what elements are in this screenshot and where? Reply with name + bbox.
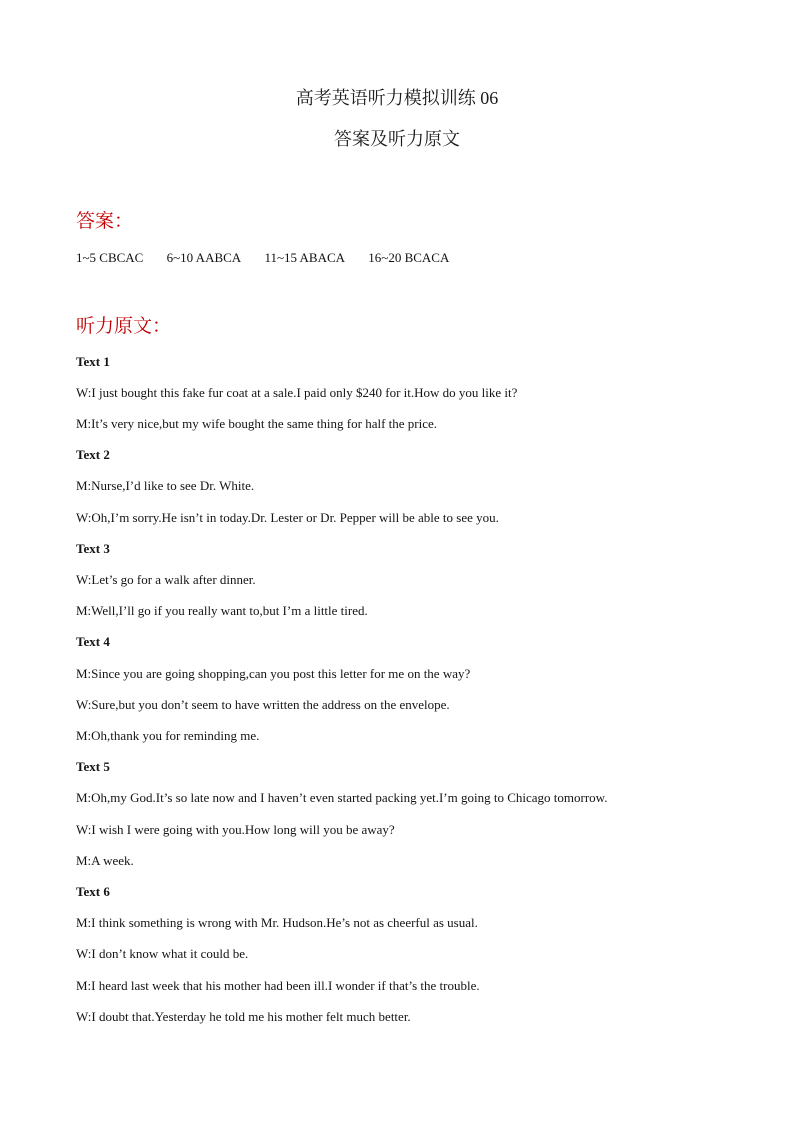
text-label: Text 5 [76, 759, 110, 774]
dialogue-line: M:It’s very nice,but my wife bought the same thing for half the price. [76, 416, 438, 431]
dialogue-line: M:Nurse,I’d like to see Dr. White. [76, 478, 255, 493]
text-label: Text 6 [76, 884, 110, 899]
dialogue-line: W:I doubt that.Yesterday he told me his mother felt much better. [76, 1009, 411, 1024]
dialogue-line: W:Sure,but you don’t seem to have written the address on the envelope. [76, 697, 450, 712]
dialogue-line: M:Well,I’ll go if you really want to,but I’m a little tired. [76, 603, 368, 618]
dialogue-line: M:I think something is wrong with Mr. Hudson.He’s not as cheerful as usual. [76, 915, 478, 930]
text-label: Text 3 [76, 541, 110, 556]
text-label: Text 2 [76, 447, 110, 462]
dialogue-line: W:I don’t know what it could be. [76, 946, 249, 961]
dialogue-line: M:Oh,thank you for reminding me. [76, 728, 260, 743]
answers-heading: 答案： [76, 210, 134, 232]
dialogue-line: W:I wish I were going with you.How long will you be away? [76, 822, 395, 837]
answer-group: 16~20 BCACA [368, 250, 450, 265]
dialogue-line: M:A week. [76, 853, 134, 868]
document-title: 高考英语听力模拟训练 06 [295, 88, 499, 108]
transcript-heading: 听力原文： [76, 315, 172, 337]
document-subtitle: 答案及听力原文 [334, 129, 460, 149]
answer-group: 6~10 AABCA [166, 250, 242, 265]
dialogue-line: M:Oh,my God.It’s so late now and I haven’t even started packing yet.I’m going to Chicago tomorrow. [76, 790, 608, 805]
dialogue-line: M:I heard last week that his mother had been ill.I wonder if that’s the trouble. [76, 978, 480, 993]
dialogue-line: W:Oh,I’m sorry.He isn’t in today.Dr. Lester or Dr. Pepper will be able to see you. [76, 510, 499, 525]
text-label: Text 4 [76, 634, 110, 649]
text-label: Text 1 [76, 354, 110, 369]
dialogue-line: W:I just bought this fake fur coat at a sale.I paid only $240 for it.How do you like it? [76, 385, 518, 400]
dialogue-line: M:Since you are going shopping,can you post this letter for me on the way? [76, 666, 471, 681]
answer-group: 11~15 ABACA [264, 250, 346, 265]
answer-key-row [76, 249, 449, 267]
answer-group: 1~5 CBCAC [76, 250, 144, 265]
dialogue-line: W:Let’s go for a walk after dinner. [76, 572, 256, 587]
